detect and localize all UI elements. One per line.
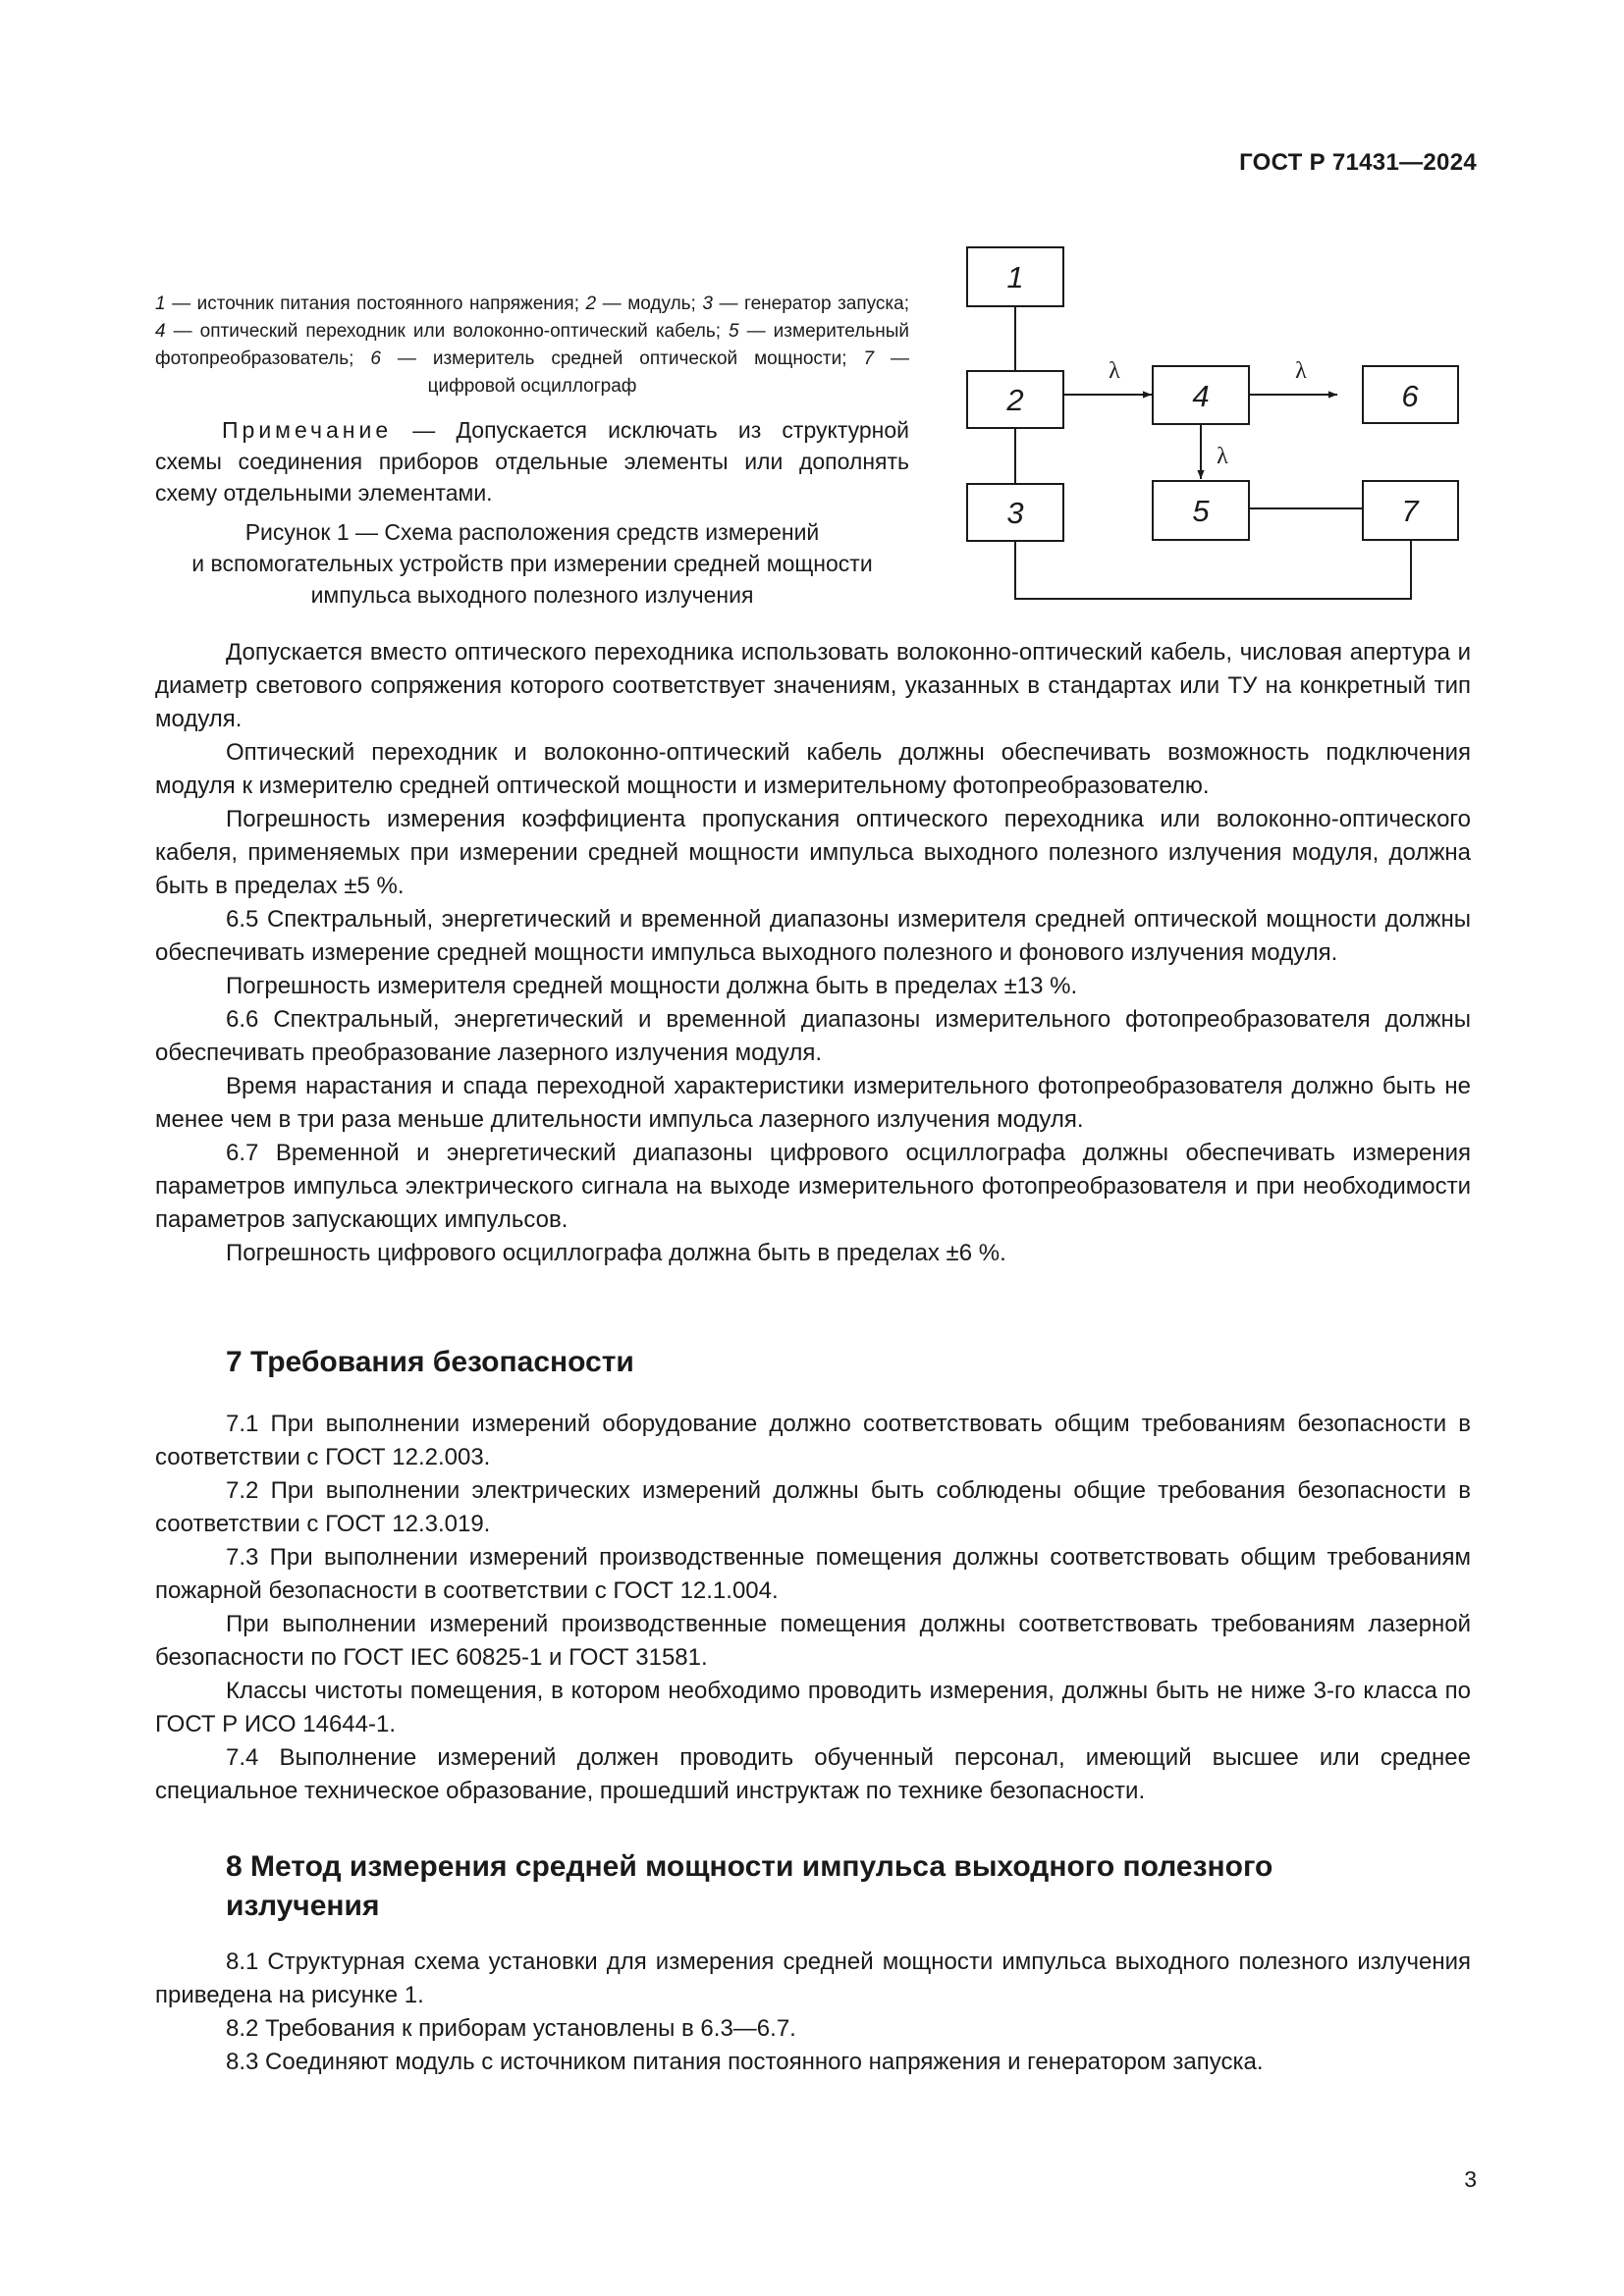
caption-line-1: Рисунок 1 — Схема расположения средств измерений — [244, 519, 820, 545]
paragraph: Погрешность цифрового осциллографа должна быть в пределах ±6 %. — [226, 1240, 1006, 1266]
legend-num-6: 6 — [370, 348, 381, 369]
paragraph: 8.2 Требования к приборам установлены в 6.3—6.7. — [226, 2015, 796, 2042]
paragraph: Оптический переходник и волоконно-оптический кабель должны обеспечивать возможность подключения модуля к измерителю средней оптической мощности и измерительному фотопреобразователю. — [155, 739, 1471, 799]
figure-legend — [155, 291, 909, 400]
section-heading: 7 Требования безопасности — [226, 1346, 634, 1378]
legend-text-6: — измеритель средней оптической мощности; — [380, 348, 864, 369]
loop-3-7 — [1015, 541, 1411, 599]
paragraph: Классы чистоты помещения, в котором необходимо проводить измерения, должны быть не ниже 3-го класса по ГОСТ Р ИСО 14644-1. — [155, 1678, 1471, 1737]
note-label: Примечание — [222, 417, 393, 443]
heading-line-1: 8 Метод измерения средней мощности импульса выходного полезного — [226, 1850, 1273, 1883]
section-8 — [155, 1847, 1471, 2079]
box-6-label: 6 — [1401, 379, 1419, 413]
paragraph: Погрешность измерителя средней мощности должна быть в пределах ±13 %. — [226, 973, 1078, 999]
paragraph: 8.3 Соединяют модуль с источником питания постоянного напряжения и генератором запуска. — [226, 2049, 1264, 2075]
legend-text-1: — источник питания постоянного напряжения; — [165, 294, 586, 314]
box-7-label: 7 — [1401, 494, 1419, 528]
section-7 — [155, 1343, 1471, 1808]
main-text — [155, 636, 1471, 1270]
page-number: 3 — [1464, 2166, 1477, 2192]
legend-text-2: — модуль; — [596, 294, 703, 314]
box-5-label: 5 — [1192, 494, 1210, 528]
paragraph: 7.4 Выполнение измерений должен проводить обученный персонал, имеющий высшее или среднее специальное техническое образование, прошедший инструктаж по технике безопасности. — [155, 1744, 1471, 1804]
section-heading — [155, 1847, 1471, 1926]
block-diagram — [957, 243, 1478, 607]
paragraph: 7.1 При выполнении измерений оборудование должно соответствовать общим требованиям безопасности в соответствии с ГОСТ 12.2.003. — [155, 1411, 1471, 1470]
note-text: — Допускается исключать из структурной схемы соединения приборов отдельные элементы или дополнять схему отдельными элементами. — [155, 417, 909, 506]
caption-line-3: импульса выходного полезного излучения — [310, 582, 754, 608]
legend-text-5: — измерительный фотопреобразователь; — [155, 321, 909, 369]
paragraph: 6.5 Спектральный, энергетический и временной диапазоны измерителя средней оптической мощности должны обеспечивать измерение средней мощности импульса выходного полезного и фонового излучения модуля. — [155, 906, 1471, 966]
box-4-label: 4 — [1192, 379, 1210, 413]
heading-line-2: излучения — [226, 1890, 380, 1922]
legend-num-4: 4 — [155, 321, 166, 342]
caption-line-2: и вспомогательных устройств при измерении средней мощности — [191, 551, 873, 576]
legend-text-3: — генератор запуска; — [712, 294, 910, 314]
legend-num-7: 7 — [863, 348, 875, 369]
figure-note — [155, 414, 909, 508]
box-1-label: 1 — [1006, 260, 1024, 294]
paragraph: 6.6 Спектральный, энергетический и временной диапазоны измерительного фотопреобразователя должны обеспечивать преобразование лазерного излучения модуля. — [155, 1006, 1471, 1066]
box-2-label: 2 — [1006, 383, 1024, 417]
legend-num-5: 5 — [729, 321, 739, 342]
lambda-label-4-6: λ — [1295, 358, 1307, 384]
paragraph: 7.2 При выполнении электрических измерений должны быть соблюдены общие требования безопасности в соответствии с ГОСТ 12.3.019. — [155, 1477, 1471, 1537]
paragraph: Допускается вместо оптического переходника использовать волоконно-оптический кабель, числовая апертура и диаметр светового сопряжения которого соответствует значениям, указанных в стандартах или ТУ на конкретный тип модуля. — [155, 639, 1471, 732]
paragraph: 6.7 Временной и энергетический диапазоны цифрового осциллографа должны обеспечивать измерения параметров импульса электрического сигнала на выходе измерительного фотопреобразователя и при необходимости параметров запускающих импульсов. — [155, 1140, 1471, 1233]
paragraph: Время нарастания и спада переходной характеристики измерительного фотопреобразователя должно быть не менее чем в три раза меньше длительности импульса лазерного излучения модуля. — [155, 1073, 1471, 1133]
paragraph: 7.3 При выполнении измерений производственные помещения должны соответствовать общим требованиям пожарной безопасности в соответствии с ГОСТ 12.1.004. — [155, 1544, 1471, 1604]
legend-text-7: — цифровой осциллограф — [427, 348, 910, 397]
lambda-label-4-5: λ — [1217, 444, 1228, 469]
paragraph: При выполнении измерений производственные помещения должны соответствовать требованиям лазерной безопасности по ГОСТ IEC 60825-1 и ГОСТ 31581. — [155, 1611, 1471, 1671]
figure-caption — [155, 516, 909, 611]
paragraph: Погрешность измерения коэффициента пропускания оптического переходника или волоконно-оптического кабеля, применяемых при измерении средней мощности импульса выходного полезного излучения модуля, должна быть в пределах ±5 %. — [155, 806, 1471, 899]
legend-text-4: — оптический переходник или волоконно-оптический кабель; — [165, 321, 730, 342]
lambda-label-2-4: λ — [1109, 358, 1120, 384]
box-3-label: 3 — [1006, 496, 1024, 530]
paragraph: 8.1 Структурная схема установки для измерения средней мощности импульса выходного полезного излучения приведена на рисунке 1. — [155, 1949, 1471, 2008]
legend-num-3: 3 — [702, 294, 713, 314]
legend-num-2: 2 — [585, 294, 597, 314]
legend-num-1: 1 — [155, 294, 166, 314]
document-header: ГОСТ Р 71431—2024 — [1239, 149, 1477, 176]
